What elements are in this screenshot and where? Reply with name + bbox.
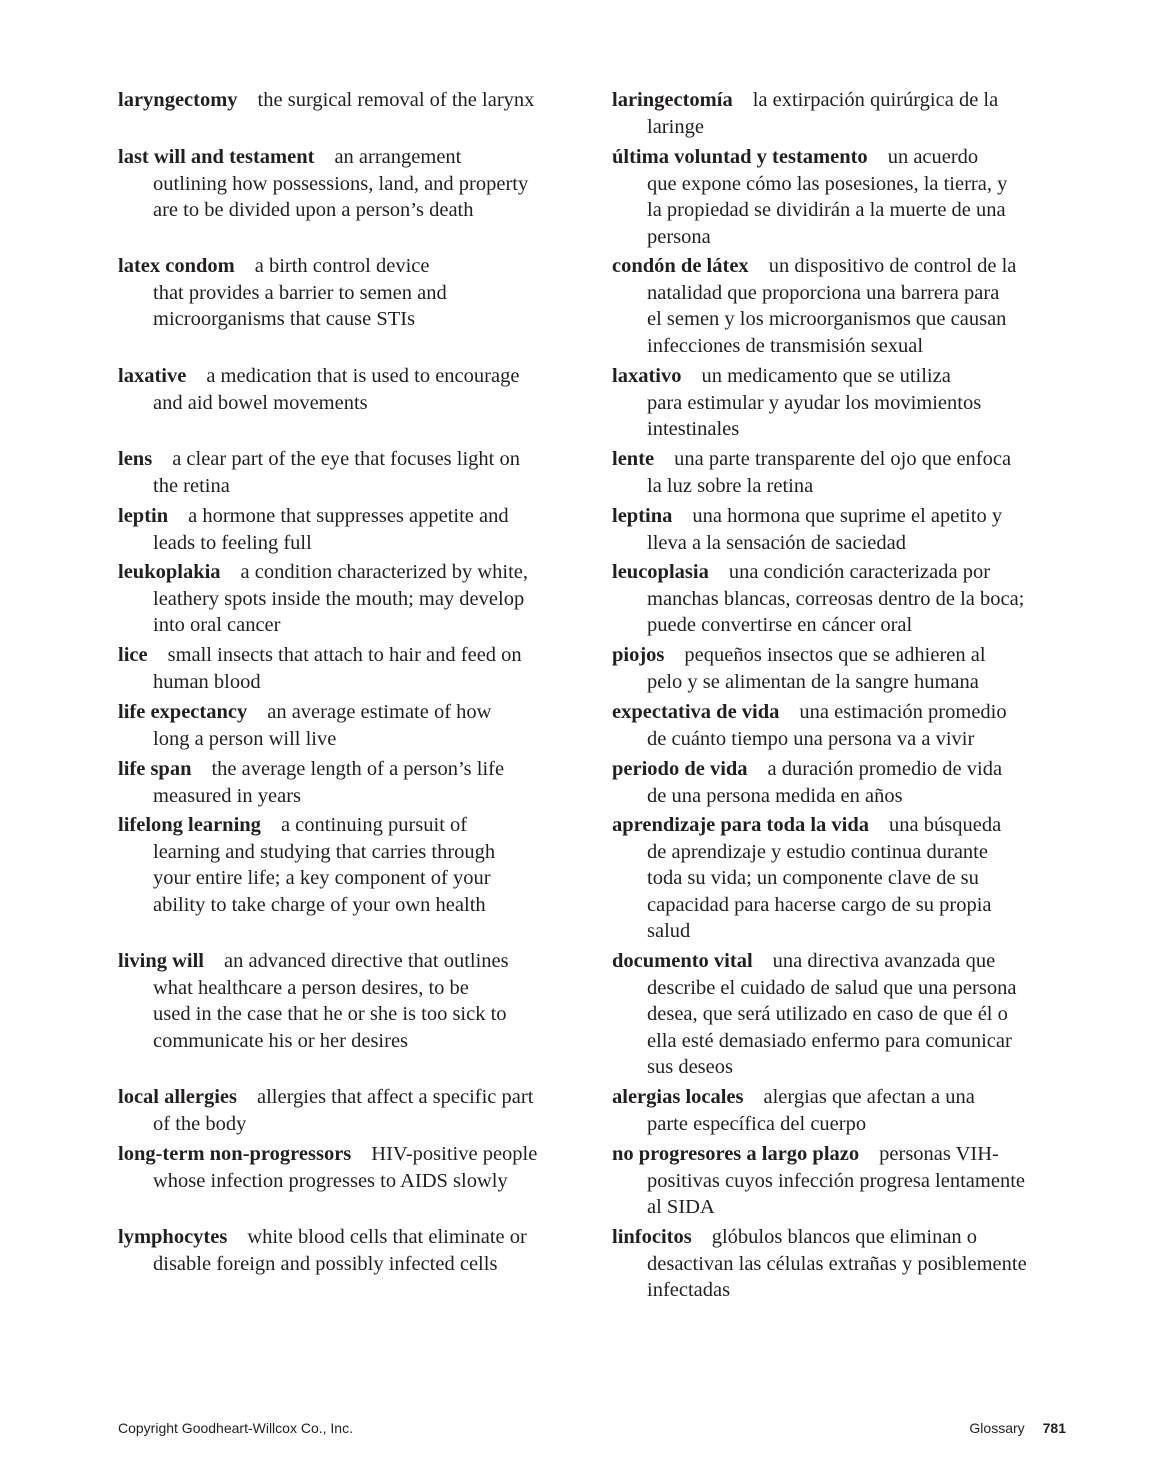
glossary-term: laxativo (612, 365, 682, 387)
glossary-entry-es (612, 1141, 1082, 1221)
entry-first-line (118, 699, 588, 726)
definition-line: into oral cancer (153, 614, 281, 636)
definition-line: puede convertirse en cáncer oral (647, 614, 913, 636)
definition-text: white blood cells that eliminate or (247, 1226, 527, 1248)
definition-line: what healthcare a person desires, to be (153, 976, 469, 999)
glossary-term: lens (118, 448, 153, 470)
glossary-entry-en (118, 559, 588, 639)
definition-text: personas VIH- (879, 1143, 999, 1165)
glossary-term: leukoplakia (118, 561, 221, 583)
glossary-entry-es (612, 144, 1082, 250)
entry-first-line (118, 144, 588, 171)
definition-line: de aprendizaje y estudio continua durante (647, 840, 988, 863)
glossary-term: no progresores a largo plazo (612, 1143, 860, 1165)
definition-line: that provides a barrier to semen and (153, 281, 447, 304)
glossary-term: última voluntad y testamento (612, 146, 868, 168)
glossary-entry-en (118, 948, 588, 1054)
definition-line: desea, que será utilizado en caso de que él o (647, 1003, 1008, 1025)
definition-text: a birth control device (254, 255, 430, 277)
glossary-term: linfocitos (612, 1226, 692, 1248)
definition-line: long a person will live (153, 727, 337, 750)
glossary-term: laryngectomy (118, 89, 238, 111)
definition-line: laringe (647, 115, 704, 138)
glossary-entry-es (612, 503, 1082, 556)
definition-line: your entire life; a key component of your (153, 867, 491, 889)
definition-line: learning and studying that carries through (153, 840, 496, 863)
definition-text: an average estimate of how (267, 701, 492, 723)
glossary-entry-es (612, 87, 1082, 140)
section-name: Glossary (969, 1420, 1025, 1436)
entry-first-line (612, 948, 1082, 975)
glossary-term: leptina (612, 505, 673, 527)
definition-line: sus deseos (647, 1056, 733, 1078)
definition-line: manchas blancas, correosas dentro de la boca; (647, 587, 1025, 610)
entry-first-line (118, 559, 588, 586)
definition-line: leathery spots inside the mouth; may develop (153, 587, 525, 610)
definition-line: la luz sobre la retina (647, 474, 814, 497)
entry-first-line (118, 948, 588, 975)
glossary-entry-en (118, 812, 588, 918)
definition-line: la propiedad se dividirán a la muerte de una (647, 199, 1006, 221)
glossary-term: laxative (118, 365, 187, 387)
definition-line: the retina (153, 474, 230, 497)
glossary-term: lice (118, 644, 148, 666)
definition-line: positivas cuyos infección progresa lentamente (647, 1169, 1025, 1192)
glossary-term: long-term non-progressors (118, 1143, 352, 1165)
copyright-notice: Copyright Goodheart-Willcox Co., Inc. (118, 1420, 353, 1436)
glossary-term: aprendizaje para toda la vida (612, 814, 870, 836)
entry-first-line (118, 87, 588, 114)
glossary-entry-en (118, 699, 588, 752)
entry-first-line (612, 1224, 1082, 1251)
definition-text: an advanced directive that outlines (224, 950, 509, 972)
entry-first-line (612, 559, 1082, 586)
glossary-entry-es (612, 642, 1082, 695)
definition-line: lleva a la sensación de saciedad (647, 531, 906, 554)
definition-line: para estimular y ayudar los movimientos (647, 391, 982, 414)
glossary-entry-es (612, 363, 1082, 443)
entry-first-line (118, 756, 588, 783)
glossary-entry-en (118, 87, 588, 114)
definition-line: toda su vida; un componente clave de su (647, 867, 979, 889)
definition-text: a medication that is used to encourage (206, 365, 520, 387)
entry-first-line (612, 1141, 1082, 1168)
glossary-term: leptin (118, 505, 169, 527)
entry-first-line (612, 363, 1082, 390)
glossary-term: laringectomía (612, 89, 733, 111)
glossary-entry-en (118, 1084, 588, 1137)
definition-text: allergies that affect a specific part (256, 1086, 534, 1108)
glossary-term: lifelong learning (118, 814, 261, 836)
glossary-entry-es (612, 1224, 1082, 1304)
definition-line: communicate his or her desires (153, 1029, 409, 1052)
glossary-term: last will and testament (118, 146, 315, 168)
definition-text: pequeños insectos que se adhieren al (684, 644, 986, 666)
definition-line: pelo y se alimentan de la sangre humana (647, 670, 979, 693)
definition-line: el semen y los microorganismos que causan (647, 308, 1007, 330)
definition-text: la extirpación quirúrgica de la (752, 89, 999, 111)
glossary-term: condón de látex (612, 255, 749, 277)
definition-text: una condición caracterizada por (728, 561, 991, 583)
entry-first-line (118, 253, 588, 280)
definition-line: intestinales (647, 418, 740, 440)
definition-line: and aid bowel movements (153, 391, 368, 414)
definition-text: a duración promedio de vida (767, 758, 1003, 780)
definition-text: una estimación promedio (799, 701, 1007, 723)
definition-line: al SIDA (647, 1196, 715, 1218)
definition-text: HIV-positive people (371, 1143, 538, 1165)
entry-first-line (612, 87, 1082, 114)
page-footer (969, 1420, 1066, 1436)
glossary-entry-es (612, 812, 1082, 945)
glossary-entry-es (612, 446, 1082, 499)
definition-line: whose infection progresses to AIDS slowly (153, 1169, 508, 1192)
definition-line: measured in years (153, 784, 301, 807)
entry-first-line (612, 503, 1082, 530)
entry-first-line (118, 363, 588, 390)
glossary-term: lymphocytes (118, 1226, 228, 1248)
definition-text: small insects that attach to hair and feed on (167, 644, 522, 666)
definition-line: microorganisms that cause STIs (153, 308, 416, 330)
glossary-entry-es (612, 559, 1082, 639)
glossary-entry-es (612, 756, 1082, 809)
glossary-entry-en (118, 1224, 588, 1277)
definition-line: de una persona medida en años (647, 784, 903, 807)
definition-line: persona (647, 225, 711, 248)
definition-line: leads to feeling full (153, 531, 312, 554)
entry-first-line (612, 699, 1082, 726)
glossary-term: living will (118, 950, 205, 972)
definition-text: glóbulos blancos que eliminan o (711, 1226, 978, 1248)
definition-text: the surgical removal of the larynx (257, 89, 535, 111)
definition-line: outlining how possessions, land, and property (153, 172, 529, 195)
glossary-term: leucoplasia (612, 561, 709, 583)
glossary-term: latex condom (118, 255, 235, 277)
definition-text: an arrangement (334, 146, 462, 168)
entry-first-line (612, 812, 1082, 839)
definition-text: una hormona que suprime el apetito y (692, 505, 1003, 527)
definition-text: a hormone that suppresses appetite and (188, 505, 509, 527)
entry-first-line (118, 1224, 588, 1251)
entry-first-line (118, 503, 588, 530)
glossary-entry-en (118, 363, 588, 416)
definition-line: parte específica del cuerpo (647, 1112, 867, 1135)
glossary-entry-es (612, 1084, 1082, 1137)
entry-first-line (612, 1084, 1082, 1111)
glossary-entry-es (612, 948, 1082, 1081)
definition-line: human blood (153, 670, 261, 693)
glossary-entry-es (612, 253, 1082, 359)
definition-line: natalidad que proporciona una barrera para (647, 281, 1000, 304)
glossary-term: periodo de vida (612, 758, 748, 780)
page-number: 781 (1042, 1420, 1066, 1436)
entry-first-line (118, 812, 588, 839)
glossary-term: alergias locales (612, 1086, 744, 1108)
definition-text: una búsqueda (889, 814, 1002, 836)
definition-text: a condition characterized by white, (240, 561, 528, 583)
definition-line: used in the case that he or she is too sick to (153, 1003, 507, 1025)
glossary-entry-en (118, 756, 588, 809)
definition-line: of the body (153, 1112, 247, 1135)
definition-line: infecciones de transmisión sexual (647, 334, 924, 357)
definition-line: are to be divided upon a person’s death (153, 199, 474, 221)
entry-first-line (118, 1141, 588, 1168)
definition-line: describe el cuidado de salud que una persona (647, 976, 1017, 999)
glossary-entry-en (118, 144, 588, 224)
definition-line: ella esté demasiado enfermo para comunicar (647, 1029, 1012, 1052)
definition-text: un dispositivo de control de la (768, 255, 1017, 277)
definition-line: de cuánto tiempo una persona va a vivir (647, 727, 975, 750)
glossary-entry-en (118, 503, 588, 556)
glossary-term: lente (612, 448, 655, 470)
glossary-entry-en (118, 1141, 588, 1194)
definition-line: ability to take charge of your own health (153, 893, 486, 916)
glossary-entry-en (118, 446, 588, 499)
glossary-term: expectativa de vida (612, 701, 780, 723)
definition-text: un medicamento que se utiliza (701, 365, 951, 387)
entry-first-line (612, 446, 1082, 473)
definition-text: a continuing pursuit of (280, 814, 468, 836)
entry-first-line (612, 756, 1082, 783)
entry-first-line (118, 642, 588, 669)
definition-line: desactivan las células extrañas y posiblemente (647, 1252, 1027, 1275)
definition-text: alergias que afectan a una (763, 1086, 975, 1108)
definition-text: the average length of a person’s life (211, 758, 505, 780)
definition-line: infectadas (647, 1279, 731, 1301)
definition-line: capacidad para hacerse cargo de su propia (647, 893, 992, 916)
entry-first-line (118, 1084, 588, 1111)
glossary-entry-es (612, 699, 1082, 752)
glossary-term: documento vital (612, 950, 753, 972)
definition-line: salud (647, 920, 691, 942)
glossary-entry-en (118, 642, 588, 695)
definition-text: a clear part of the eye that focuses light on (172, 448, 520, 470)
glossary-term: life expectancy (118, 701, 248, 723)
definition-text: una directiva avanzada que (772, 950, 996, 972)
glossary-term: life span (118, 758, 192, 780)
entry-first-line (612, 144, 1082, 171)
entry-first-line (612, 642, 1082, 669)
definition-line: que expone cómo las posesiones, la tierra, y (647, 172, 1008, 195)
glossary-term: piojos (612, 644, 665, 666)
entry-first-line (118, 446, 588, 473)
definition-text: una parte transparente del ojo que enfoca (674, 448, 1012, 470)
definition-text: un acuerdo (887, 146, 979, 168)
glossary-entry-en (118, 253, 588, 333)
entry-first-line (612, 253, 1082, 280)
glossary-term: local allergies (118, 1086, 237, 1108)
definition-line: disable foreign and possibly infected cells (153, 1252, 498, 1275)
